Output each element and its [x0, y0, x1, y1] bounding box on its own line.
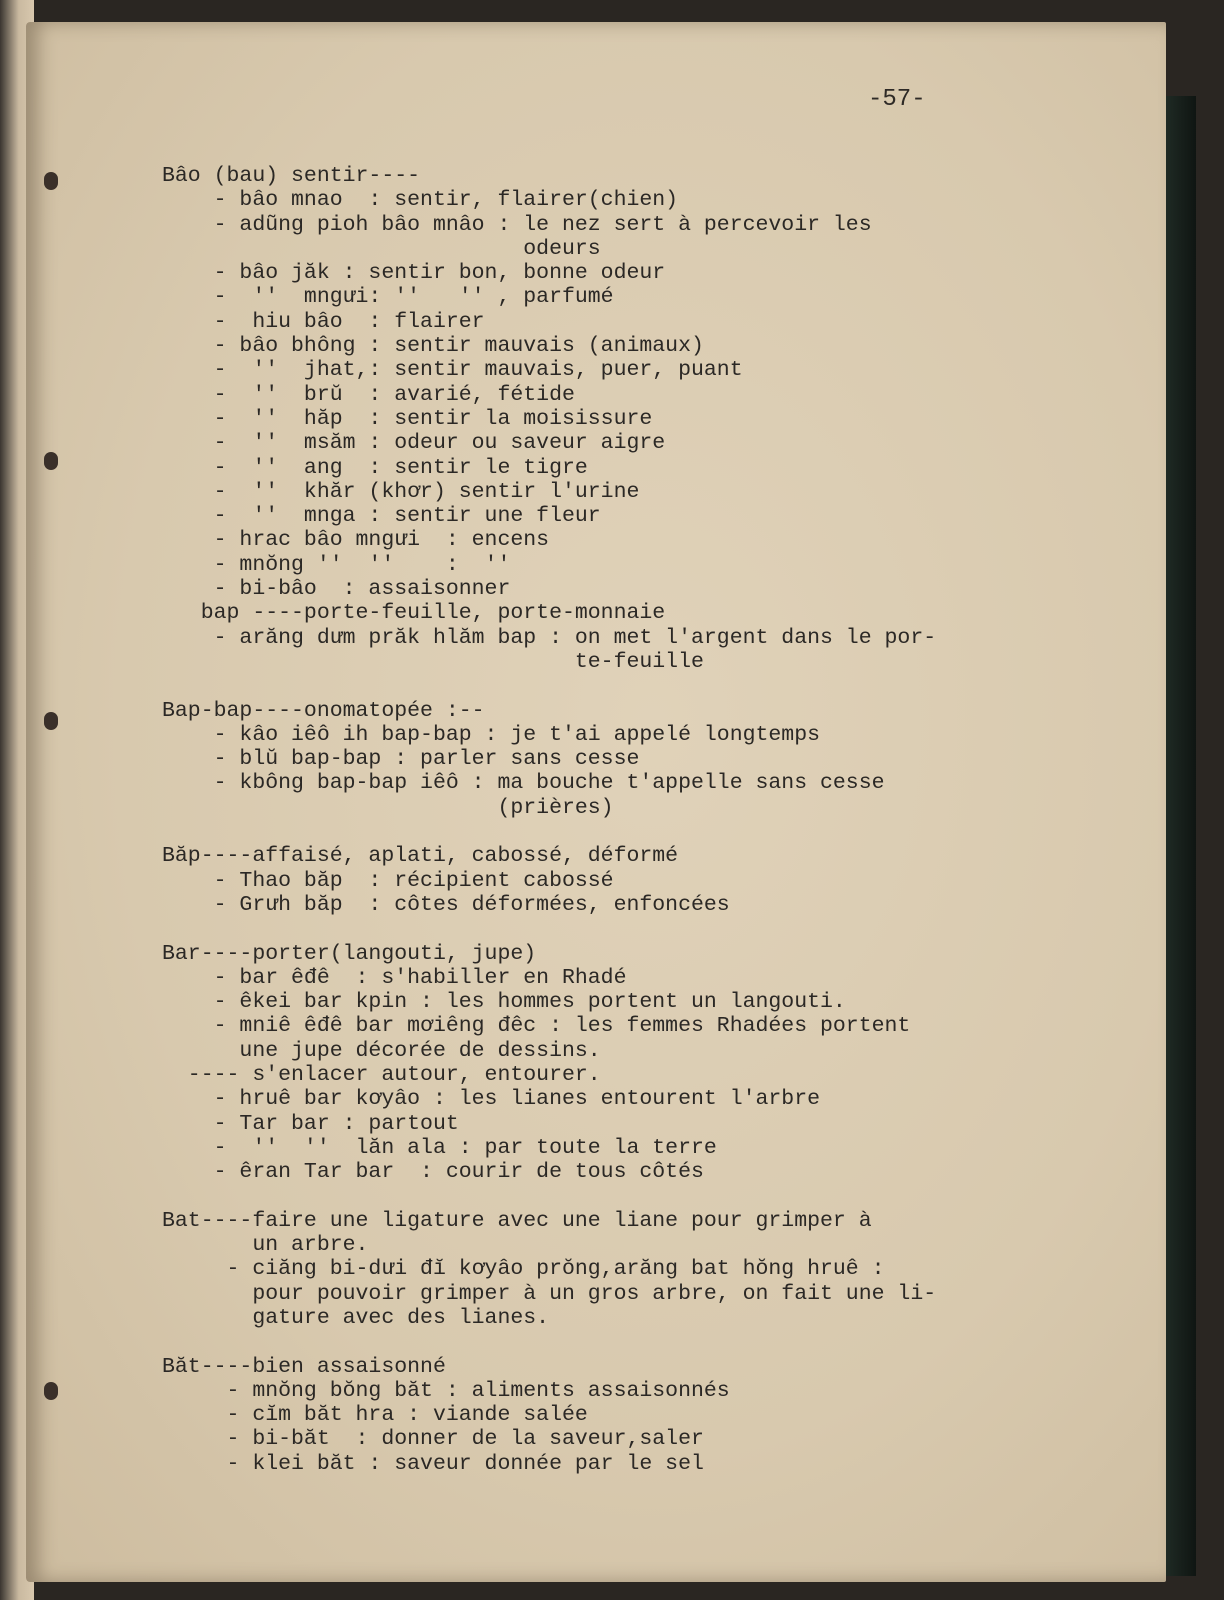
entry-line: - bâo jăk : sentir bon, bonne odeur	[162, 261, 666, 286]
entry-line: - ciăng bi-dưi đĭ kơyâo prŏng,arăng bat hŏng hruê :	[162, 1257, 885, 1282]
entry-line: - Thao băp : récipient cabossé	[162, 868, 614, 893]
entry-line: - hiu bâo : flairer	[162, 309, 485, 334]
entry-line: - bâo mnao : sentir, flairer(chien)	[162, 188, 679, 213]
entry-line: gature avec des lianes.	[162, 1305, 550, 1330]
entry-line: (prières)	[162, 795, 614, 820]
entry-line: - bâo bhông : sentir mauvais (animaux)	[162, 334, 704, 359]
entry-line: - '' jhat,: sentir mauvais, puer, puant	[162, 358, 743, 383]
entry-line: - bar êđê : s'habiller en Rhadé	[162, 965, 627, 990]
entry-line: une jupe décorée de dessins.	[162, 1038, 601, 1063]
entry-line: - '' hăp : sentir la moisissure	[162, 406, 653, 431]
entry-line: odeurs	[162, 236, 601, 261]
binding-ring	[44, 712, 58, 730]
book-cover-edge	[1166, 96, 1196, 1576]
entry-line: - hrac bâo mngưi : encens	[162, 528, 550, 553]
entry-line: - mniê êđê bar mơiêng đêc : les femmes Rhadées portent	[162, 1014, 911, 1039]
entry-line: un arbre.	[162, 1233, 369, 1258]
entry-headword-line: Bap-bap----onomatopée :--	[162, 698, 485, 723]
entry-line: bap ----porte-feuille, porte-monnaie	[162, 601, 666, 626]
entry-line: - Grưh băp : côtes déformées, enfoncées	[162, 892, 730, 917]
entry-line: te-feuille	[162, 649, 704, 674]
entry-line: - blŭ bap-bap : parler sans cesse	[162, 747, 640, 772]
entry-headword-line: Băp----affaisé, aplati, cabossé, déformé	[162, 844, 679, 869]
binding-ring	[44, 172, 58, 190]
entry-line: - êran Tar bar : courir de tous côtés	[162, 1160, 704, 1185]
entry-spacer	[162, 1184, 1062, 1208]
dictionary-entry	[162, 844, 1062, 917]
entry-line: - klei băt : saveur donnée par le sel	[162, 1451, 704, 1476]
dictionary-text	[162, 164, 1062, 1476]
entry-line: - '' mnga : sentir une fleur	[162, 504, 601, 529]
entry-line: - Tar bar : partout	[162, 1111, 459, 1136]
entry-line: - arăng dưm prăk hlăm bap : on met l'argent dans le por-	[162, 625, 937, 650]
entry-spacer	[162, 917, 1062, 941]
dictionary-entry	[162, 1355, 1062, 1476]
entry-line: ---- s'enlacer autour, entourer.	[162, 1062, 601, 1087]
entry-spacer	[162, 674, 1062, 698]
entry-line: pour pouvoir grimper à un gros arbre, on fait une li-	[162, 1281, 937, 1306]
entry-line: - cĭm băt hra : viande salée	[162, 1403, 588, 1428]
entry-line: - bi-bâo : assaisonner	[162, 577, 511, 602]
entry-headword-line: Băt----bien assaisonné	[162, 1354, 446, 1379]
entry-headword-line: Bâo (bau) sentir----	[162, 164, 421, 188]
entry-spacer	[162, 1330, 1062, 1354]
entry-line: - '' brŭ : avarié, fétide	[162, 382, 575, 407]
entry-line: - '' mngưi: '' '' , parfumé	[162, 285, 614, 310]
entry-line: - '' '' lăn ala : par toute la terre	[162, 1135, 717, 1160]
dictionary-entry	[162, 699, 1062, 820]
entry-line: - kbông bap-bap iêô : ma bouche t'appelle sans cesse	[162, 771, 885, 796]
entry-line: - '' msăm : odeur ou saveur aigre	[162, 431, 666, 456]
entry-line: - hruê bar kơyâo : les lianes entourent l'arbre	[162, 1087, 821, 1112]
entry-line: - bi-băt : donner de la saveur,saler	[162, 1427, 704, 1452]
entry-line: - mnŏng '' '' : ''	[162, 552, 511, 577]
entry-line: - '' ang : sentir le tigre	[162, 455, 588, 480]
entry-spacer	[162, 820, 1062, 844]
entry-line: - kâo iêô ih bap-bap : je t'ai appelé longtemps	[162, 722, 821, 747]
dictionary-entry	[162, 164, 1062, 674]
entry-line: - êkei bar kpin : les hommes portent un langouti.	[162, 990, 846, 1015]
page-number: -57-	[868, 86, 926, 113]
dictionary-entry	[162, 1209, 1062, 1330]
entry-line: - '' khăr (khơr) sentir l'urine	[162, 479, 640, 504]
entry-line: - mnŏng bŏng băt : aliments assaisonnés	[162, 1378, 730, 1403]
binding-ring	[44, 1382, 58, 1400]
entry-headword-line: Bat----faire une ligature avec une liane pour grimper à	[162, 1208, 872, 1233]
entry-line: - adũng pioh bâo mnâo : le nez sert à percevoir les	[162, 212, 872, 237]
entry-headword-line: Bar----porter(langouti, jupe)	[162, 941, 537, 966]
dictionary-entry	[162, 942, 1062, 1185]
binding-ring	[44, 452, 58, 470]
